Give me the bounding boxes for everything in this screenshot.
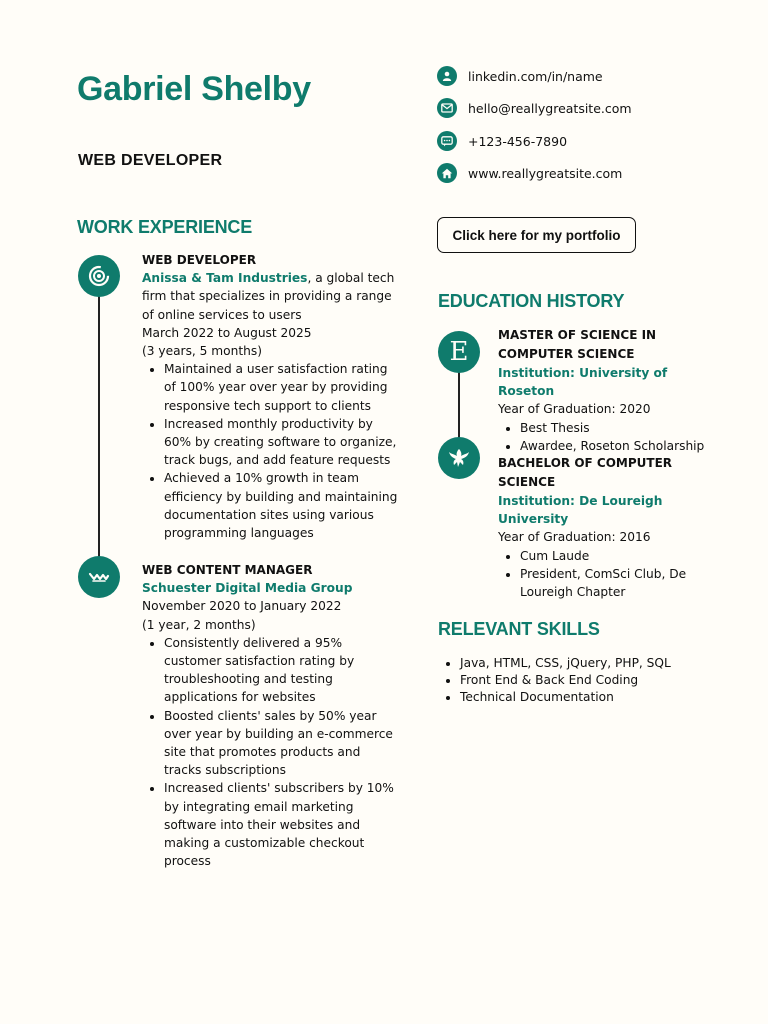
list-item: • Consistently delivered a 95% customer satisfaction rating by troubleshooting and testing applications for websites xyxy=(164,634,400,707)
degree-title: BACHELOR OF COMPUTER SCIENCE xyxy=(498,456,673,489)
institution-name: Institution: University of Roseton xyxy=(498,366,668,399)
graduation-year: Year of Graduation: 2016 xyxy=(498,530,651,545)
job-entry-1 xyxy=(142,251,400,542)
graduation-year: Year of Graduation: 2020 xyxy=(498,402,651,417)
education-history-title: EDUCATION HISTORY xyxy=(438,291,625,311)
list-item: • Maintained a user satisfaction rating of 100% year over year by providing responsive tech support to clients xyxy=(164,360,400,415)
home-icon xyxy=(437,163,457,183)
company-logo-2 xyxy=(78,556,120,598)
contact-text: +123-456-7890 xyxy=(468,133,568,149)
job-title: WEB CONTENT MANAGER xyxy=(142,563,313,577)
work-timeline-line xyxy=(98,296,100,560)
portfolio-button[interactable]: Click here for my portfolio xyxy=(437,217,636,253)
relevant-skills-title: RELEVANT SKILLS xyxy=(438,619,600,639)
education-entry-2 xyxy=(498,454,708,601)
person-icon xyxy=(437,66,457,86)
education-timeline-line xyxy=(458,372,460,442)
education-entry-1 xyxy=(498,326,708,455)
company-logo-1 xyxy=(78,255,120,297)
contact-website[interactable] xyxy=(437,162,622,184)
institution-logo-1 xyxy=(438,331,480,373)
job-dates: March 2022 to August 2025 xyxy=(142,325,312,340)
job-bullets xyxy=(142,360,400,542)
list-item: • Increased monthly productivity by 60% by creating software to organize, track bugs, and add feature requests xyxy=(164,415,400,470)
list-item: • Boosted clients' sales by 50% year over year by building an e-commerce site that promotes products and tracks subscriptions xyxy=(164,707,400,780)
contact-linkedin[interactable] xyxy=(437,65,603,87)
skills-list xyxy=(438,655,671,706)
education-bullets xyxy=(498,547,708,602)
contact-email[interactable] xyxy=(437,97,632,119)
list-item: • Awardee, Roseton Scholarship xyxy=(520,437,708,455)
degree-title: MASTER OF SCIENCE IN COMPUTER SCIENCE xyxy=(498,328,657,361)
list-item: • Technical Documentation xyxy=(460,689,671,706)
job-company: Schuester Digital Media Group xyxy=(142,581,353,596)
contact-phone[interactable] xyxy=(437,130,567,152)
eagle-logo-icon xyxy=(446,445,472,471)
job-title: WEB DEVELOPER xyxy=(142,253,257,267)
wave-logo-icon xyxy=(87,565,111,589)
list-item: • Increased clients' subscribers by 10% by integrating email marketing software into their websites and making a customizable checkout process xyxy=(164,779,400,870)
list-item: • Java, HTML, CSS, jQuery, PHP, SQL xyxy=(460,655,671,672)
contact-text: hello@reallygreatsite.com xyxy=(468,100,632,116)
education-bullets xyxy=(498,419,708,455)
job-description: , a global tech firm that specializes in providing a range of online services to users xyxy=(142,271,395,322)
job-duration: (1 year, 2 months) xyxy=(142,617,256,632)
job-duration: (3 years, 5 months) xyxy=(142,344,262,359)
contact-text: linkedin.com/in/name xyxy=(468,68,603,84)
candidate-name: Gabriel Shelby xyxy=(77,70,311,108)
list-item: • Best Thesis xyxy=(520,419,708,437)
list-item: • Front End & Back End Coding xyxy=(460,672,671,689)
institution-logo-2 xyxy=(438,437,480,479)
phone-chat-icon xyxy=(437,131,457,151)
work-experience-title: WORK EXPERIENCE xyxy=(77,217,253,237)
candidate-role: WEB DEVELOPER xyxy=(78,152,223,169)
job-dates: November 2020 to January 2022 xyxy=(142,599,342,614)
letter-e-logo: E xyxy=(449,337,469,367)
job-company-line xyxy=(142,269,400,324)
target-logo-icon xyxy=(87,264,111,288)
institution-name: Institution: De Loureigh University xyxy=(498,494,663,527)
job-company: Anissa & Tam Industries xyxy=(142,271,308,286)
mail-icon xyxy=(437,98,457,118)
list-item: • President, ComSci Club, De Loureigh Chapter xyxy=(520,565,708,601)
contact-text: www.reallygreatsite.com xyxy=(468,165,623,181)
list-item: • Cum Laude xyxy=(520,547,708,565)
job-bullets xyxy=(142,634,400,871)
list-item: • Achieved a 10% growth in team efficiency by building and maintaining documentation sites using various programming languages xyxy=(164,469,400,542)
job-entry-2 xyxy=(142,561,400,870)
